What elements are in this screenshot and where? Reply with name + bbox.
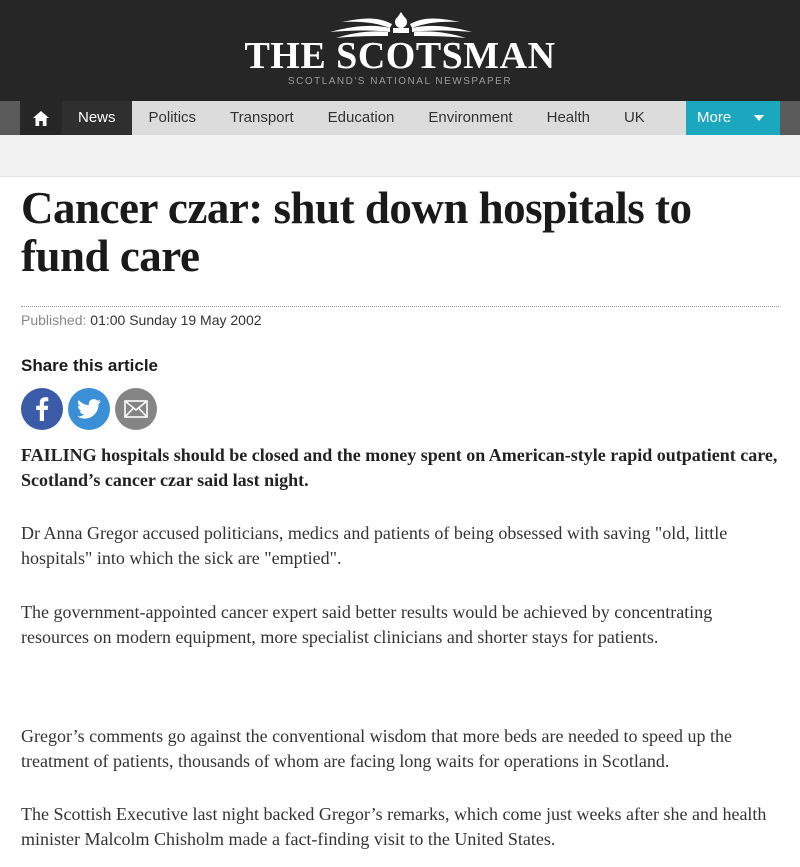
published-label: Published: xyxy=(21,312,87,328)
share-title: Share this article xyxy=(21,356,159,375)
nav-item-health[interactable]: Health xyxy=(546,109,590,126)
email-icon xyxy=(124,400,148,418)
divider xyxy=(21,306,779,307)
facebook-icon xyxy=(35,397,49,421)
nav-item-environment[interactable]: Environment xyxy=(428,109,513,126)
published-line xyxy=(21,312,262,328)
nav-item-transport[interactable]: Transport xyxy=(230,109,294,126)
ad-banner xyxy=(0,135,800,177)
twitter-icon xyxy=(77,399,101,419)
article-paragraph: The government-appointed cancer expert said better results would be achieved by concentrating resources on modern equipment, more specialist clinicians and shorter stays for patients. xyxy=(21,602,713,647)
nav-item-news[interactable]: News xyxy=(62,101,132,135)
published-date: Sunday 19 May 2002 xyxy=(129,312,262,328)
share-buttons xyxy=(21,388,157,430)
article-headline: Cancer czar: shut down hospitals to fund care xyxy=(21,183,692,281)
site-tagline: SCOTLAND'S NATIONAL NEWSPAPER xyxy=(287,76,513,87)
published-time: 01:00 xyxy=(90,312,126,328)
main-nav xyxy=(0,101,800,135)
nav-home-button[interactable] xyxy=(20,101,62,135)
share-twitter-button[interactable] xyxy=(68,388,110,430)
masthead xyxy=(0,0,800,101)
article-paragraph-lead: FAILING hospitals should be closed and the money spent on American-style rapid outpatient care, Scotland’s cancer czar said last night. xyxy=(21,445,778,490)
nav-more-button[interactable] xyxy=(686,101,780,135)
home-icon xyxy=(33,111,49,126)
share-facebook-button[interactable] xyxy=(21,388,63,430)
nav-bar-inner xyxy=(20,101,780,135)
nav-item-politics[interactable]: Politics xyxy=(148,109,197,126)
nav-more-label: More xyxy=(697,109,732,126)
nav-item-uk[interactable]: UK xyxy=(623,109,645,126)
article-paragraph: Dr Anna Gregor accused politicians, medics and patients of being obsessed with saving "old, little hospitals" into which the sick are "emptied". xyxy=(21,523,728,568)
article-paragraph: The Scottish Executive last night backed Gregor’s remarks, which come just weeks after she and health minister Malcolm Chisholm made a fact-finding visit to the United States. xyxy=(21,804,767,849)
site-logo[interactable]: THE SCOTSMAN xyxy=(244,35,556,77)
article-paragraph: Gregor’s comments go against the conventional wisdom that more beds are needed to speed up the treatment of patients, thousands of whom are facing long waits for operations in Scotland. xyxy=(21,726,732,771)
chevron-down-icon xyxy=(754,115,764,121)
nav-item-education[interactable]: Education xyxy=(327,109,395,126)
share-email-button[interactable] xyxy=(115,388,157,430)
